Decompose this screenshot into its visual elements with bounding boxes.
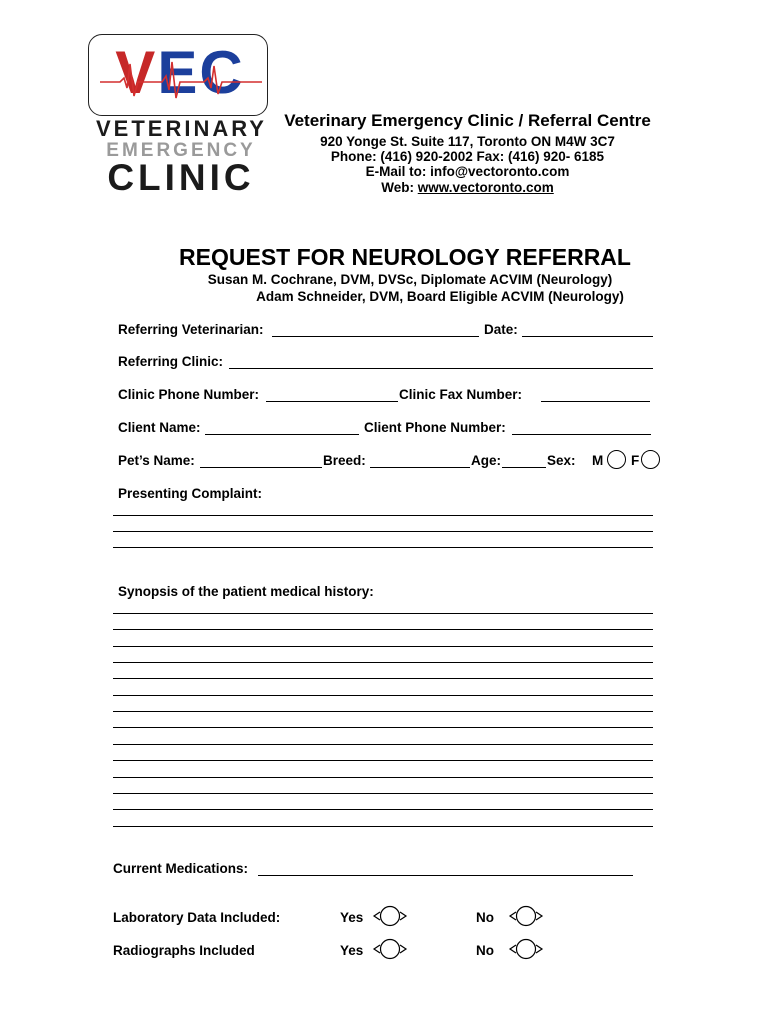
synopsis-line[interactable] xyxy=(113,826,653,827)
sex-label: Sex: xyxy=(547,453,576,468)
client-phone-field[interactable] xyxy=(512,420,651,435)
breed-label: Breed: xyxy=(323,453,366,468)
complaint-line[interactable] xyxy=(113,515,653,516)
synopsis-line[interactable] xyxy=(113,727,653,728)
ekg-line-icon xyxy=(100,58,262,102)
referring-vet-label: Referring Veterinarian: xyxy=(118,322,264,337)
synopsis-line[interactable] xyxy=(113,793,653,794)
current-medications-label: Current Medications: xyxy=(113,861,249,876)
synopsis-label: Synopsis of the patient medical history: xyxy=(118,584,374,599)
synopsis-line[interactable] xyxy=(113,629,653,630)
synopsis-line[interactable] xyxy=(113,662,653,663)
clinic-phone-fax: Phone: (416) 920-2002 Fax: (416) 920- 6185 xyxy=(330,149,605,164)
pet-name-field[interactable] xyxy=(200,453,322,468)
lab-yes-radio[interactable] xyxy=(372,905,408,927)
referring-clinic-field[interactable] xyxy=(229,354,653,369)
synopsis-line[interactable] xyxy=(113,646,653,647)
clinic-address: 920 Yonge St. Suite 117, Toronto ON M4W 3C7 xyxy=(320,134,615,149)
clinic-email: E-Mail to: info@vectoronto.com xyxy=(365,164,570,179)
doctor-1: Susan M. Cochrane, DVM, DVSc, Diplomate ACVIM (Neurology) xyxy=(207,272,613,287)
logo-letter-e: E xyxy=(157,39,200,106)
sex-f-label: F xyxy=(631,453,640,468)
radiographs-yes-label: Yes xyxy=(340,943,364,958)
radiographs-no-label: No xyxy=(476,943,494,958)
synopsis-line[interactable] xyxy=(113,695,653,696)
current-medications-field[interactable] xyxy=(258,861,633,876)
date-field[interactable] xyxy=(522,322,653,337)
web-label: Web: xyxy=(381,180,418,195)
web-link[interactable]: www.vectoronto.com xyxy=(417,180,554,195)
form-title: REQUEST FOR NEUROLOGY REFERRAL xyxy=(179,244,631,270)
breed-field[interactable] xyxy=(370,453,470,468)
clinic-name: Veterinary Emergency Clinic / Referral Centre xyxy=(284,111,651,130)
synopsis-line[interactable] xyxy=(113,613,653,614)
logo-letter-c: C xyxy=(199,39,245,106)
clinic-fax-label: Clinic Fax Number: xyxy=(399,387,523,402)
sex-m-radio[interactable] xyxy=(607,450,626,469)
referring-clinic-label: Referring Clinic: xyxy=(118,354,224,369)
radiographs-yes-radio[interactable] xyxy=(372,938,408,960)
synopsis-line[interactable] xyxy=(113,744,653,745)
client-phone-label: Client Phone Number: xyxy=(364,420,506,435)
clinic-fax-field[interactable] xyxy=(541,387,650,402)
client-name-field[interactable] xyxy=(205,420,359,435)
logo-letter-v: V xyxy=(115,39,158,106)
logo-word-clinic: CLINIC xyxy=(107,157,255,198)
presenting-complaint-label: Presenting Complaint: xyxy=(118,486,263,501)
synopsis-line[interactable] xyxy=(113,711,653,712)
doctor-2: Adam Schneider, DVM, Board Eligible ACVIM (Neurology) xyxy=(256,289,624,304)
synopsis-line[interactable] xyxy=(113,777,653,778)
client-name-label: Client Name: xyxy=(118,420,201,435)
lab-no-radio[interactable] xyxy=(508,905,544,927)
clinic-phone-label: Clinic Phone Number: xyxy=(118,387,260,402)
complaint-line[interactable] xyxy=(113,547,653,548)
clinic-web xyxy=(265,180,670,195)
referring-vet-field[interactable] xyxy=(272,322,479,337)
radiographs-label: Radiographs Included xyxy=(113,943,255,958)
lab-data-label: Laboratory Data Included: xyxy=(113,910,281,925)
age-field[interactable] xyxy=(502,453,546,468)
radiographs-no-radio[interactable] xyxy=(508,938,544,960)
complaint-line[interactable] xyxy=(113,531,653,532)
synopsis-line[interactable] xyxy=(113,809,653,810)
age-label: Age: xyxy=(471,453,501,468)
sex-m-label: M xyxy=(592,453,604,468)
logo-word-veterinary: VETERINARY xyxy=(96,116,267,141)
lab-yes-label: Yes xyxy=(340,910,364,925)
sex-f-radio[interactable] xyxy=(641,450,660,469)
synopsis-line[interactable] xyxy=(113,678,653,679)
synopsis-line[interactable] xyxy=(113,760,653,761)
date-label: Date: xyxy=(484,322,518,337)
clinic-phone-field[interactable] xyxy=(266,387,398,402)
logo-word-emergency: EMERGENCY xyxy=(106,140,256,161)
lab-no-label: No xyxy=(476,910,494,925)
pet-name-label: Pet’s Name: xyxy=(118,453,195,468)
